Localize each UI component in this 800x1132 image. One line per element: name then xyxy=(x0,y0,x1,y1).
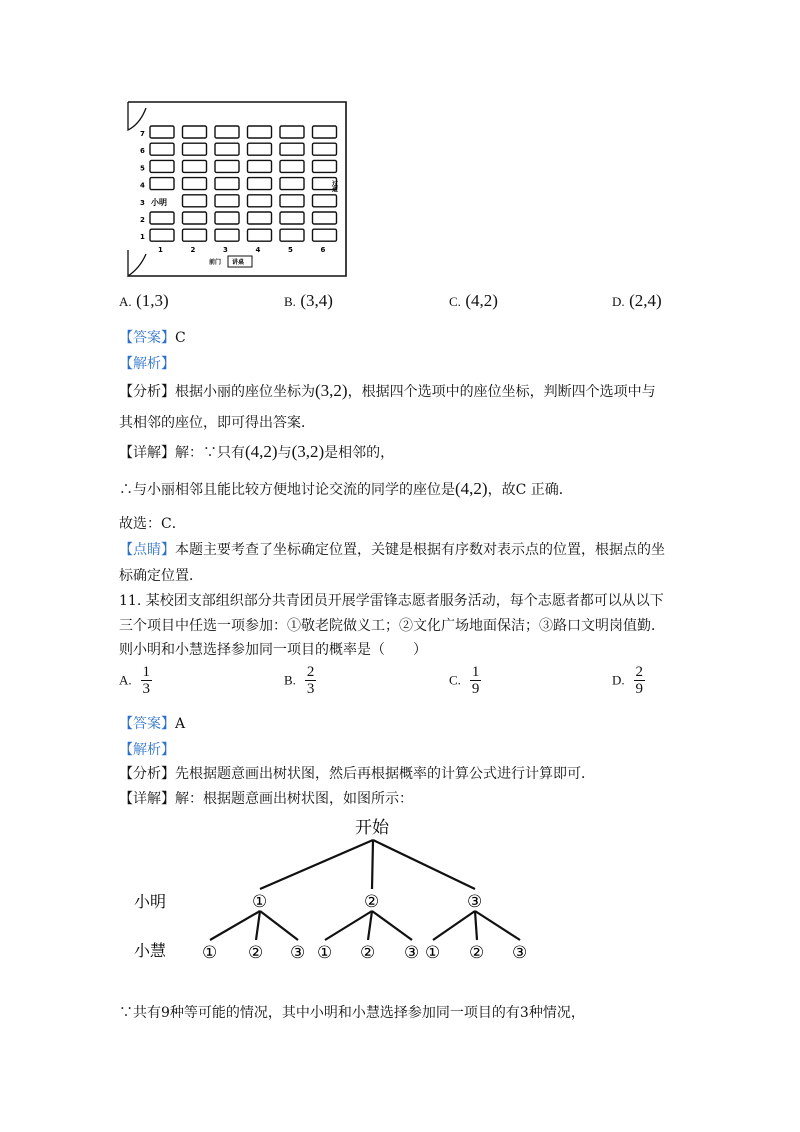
q10-answer: 【答案】C xyxy=(119,330,186,346)
seat-box xyxy=(280,212,304,224)
seat-box xyxy=(150,126,174,138)
q10-detail-line1: 【详解】解：∵只有(4,2)与(3,2)是相邻的， xyxy=(119,442,395,461)
col-labels xyxy=(158,246,326,254)
seat-box xyxy=(248,126,272,138)
row-label: 4 xyxy=(140,181,145,190)
tree-branch xyxy=(256,911,260,940)
col-label: 3 xyxy=(223,246,228,254)
seat-grid xyxy=(150,126,337,241)
seat-box xyxy=(183,212,207,224)
q10-jiexi: 【解析】 xyxy=(119,356,175,372)
seat-box xyxy=(215,160,239,172)
col-label: 1 xyxy=(158,246,163,254)
podium-label: 讲桌 xyxy=(232,259,245,266)
tree-node-xiaoming: ③ xyxy=(467,892,483,912)
seat-box xyxy=(313,229,337,241)
seat-box xyxy=(215,143,239,155)
q10-comment-line2: 标确定位置． xyxy=(119,568,203,584)
tree-node-xiaoming: ① xyxy=(252,892,268,912)
q11-stem-line3: 则小明和小慧选择参加同一项目的概率是（ ） xyxy=(119,642,427,658)
seat-box xyxy=(280,178,304,190)
tree-branch xyxy=(210,911,260,940)
seat-box xyxy=(313,143,337,155)
tree-node-xiaohui: ① xyxy=(425,943,441,963)
q11-stem-line2: 三个项目中任选一项参加：①敬老院做义工；②文化广场地面保洁；③路口文明岗值勤． xyxy=(119,618,665,634)
seat-box xyxy=(280,126,304,138)
seat-box xyxy=(150,143,174,155)
back-door-arc xyxy=(128,102,146,130)
seat-box xyxy=(248,229,272,241)
seat-box xyxy=(150,160,174,172)
seat-box xyxy=(313,195,337,207)
q11-stem-line1: 11. 某校团支部组织部分共青团员开展学雷锋志愿者服务活动，每个志愿者都可以从以下 xyxy=(119,593,664,609)
tree-branch xyxy=(475,911,477,940)
col-label: 2 xyxy=(190,246,196,254)
q11-conclusion: ∵共有9种等可能的情况，其中小明和小慧选择参加同一项目的有3种情况， xyxy=(119,1005,585,1021)
q10-option-b: B. (3,4) xyxy=(284,291,333,310)
seat-box xyxy=(280,195,304,207)
seat-box xyxy=(248,143,272,155)
tree-branch xyxy=(372,911,412,940)
q11-option-d: D. $\frac{2}{9}$ xyxy=(612,664,644,697)
seat-box xyxy=(150,229,174,241)
xiaoming-seat-label: 小明 xyxy=(151,197,167,207)
tree-node-xiaohui: ② xyxy=(248,943,264,963)
seat-box xyxy=(215,229,239,241)
seat-box xyxy=(313,126,337,138)
row-label: 2 xyxy=(140,216,145,224)
seat-box xyxy=(183,178,207,190)
tree-branches xyxy=(210,840,520,940)
tree-branch xyxy=(325,911,372,940)
seat-box xyxy=(280,229,304,241)
row-label: 6 xyxy=(140,147,145,156)
seat-box xyxy=(248,178,272,190)
row-labels xyxy=(140,130,145,241)
q10-choice: 故选：C． xyxy=(119,516,186,532)
row-label: 7 xyxy=(140,130,145,138)
tree-root: 开始 xyxy=(355,818,389,838)
seat-box xyxy=(150,212,174,224)
row-label: 5 xyxy=(140,164,145,173)
row-label: 3 xyxy=(140,198,145,207)
tree-node-xiaohui: ② xyxy=(469,943,485,963)
row-label: 1 xyxy=(140,233,145,242)
seat-box xyxy=(280,160,304,172)
tree-nodes xyxy=(202,892,527,963)
q11-detail: 【详解】解：根据题意画出树状图，如图所示： xyxy=(119,791,413,807)
seat-box xyxy=(248,195,272,207)
tree-node-xiaohui: ③ xyxy=(512,943,528,963)
q10-analysis-line2: 其相邻的座位，即可得出答案． xyxy=(119,415,315,431)
seat-box xyxy=(183,126,207,138)
seat-box xyxy=(183,143,207,155)
q11-option-c: C. $\frac{1}{9}$ xyxy=(449,664,480,697)
seat-box xyxy=(215,212,239,224)
q11-option-a: A. $\frac{1}{3}$ xyxy=(119,664,151,697)
front-door-arc xyxy=(128,250,146,276)
tree-svg xyxy=(120,812,560,972)
tree-node-xiaoming: ② xyxy=(364,892,380,912)
tree-branch xyxy=(260,911,298,940)
q11-analysis: 【分析】先根据题意画出树状图，然后再根据概率的计算公式进行计算即可． xyxy=(119,766,595,782)
tree-level2-label: 小慧 xyxy=(134,941,167,960)
seat-box xyxy=(215,195,239,207)
seat-chart-svg xyxy=(126,100,348,278)
seat-box xyxy=(280,143,304,155)
seat-box xyxy=(183,160,207,172)
tree-node-xiaohui: ① xyxy=(317,943,333,963)
tree-diagram xyxy=(120,812,560,972)
door-front-label: 前门 xyxy=(209,259,222,266)
tree-branch xyxy=(368,911,372,940)
seat-box xyxy=(183,195,207,207)
seat-box xyxy=(150,178,174,190)
col-label: 6 xyxy=(320,246,326,254)
tree-branch xyxy=(433,911,475,940)
q11-jiexi: 【解析】 xyxy=(119,742,175,758)
q10-option-c: C. (4,2) xyxy=(449,291,498,310)
tree-branch xyxy=(260,840,373,889)
tree-level1-label: 小明 xyxy=(134,892,167,911)
tree-branch xyxy=(372,840,373,889)
col-label: 4 xyxy=(255,246,261,254)
tree-branch xyxy=(373,840,475,889)
q11-option-b: B. $\frac{2}{3}$ xyxy=(284,664,315,697)
seat-box xyxy=(313,212,337,224)
tree-branch xyxy=(475,911,520,940)
q11-answer: 【答案】A xyxy=(119,716,186,732)
seat-box xyxy=(215,126,239,138)
seat-chart-figure xyxy=(126,100,348,278)
q10-comment-line1: 【点睛】本题主要考查了坐标确定位置，关键是根据有序数对表示点的位置，根据点的坐 xyxy=(119,542,665,558)
col-label: 5 xyxy=(288,246,293,254)
q10-therefore-line: ∴与小丽相邻且能比较方便地讨论交流的同学的座位是(4,2)，故C 正确． xyxy=(119,479,573,498)
seat-box xyxy=(313,160,337,172)
tree-node-xiaohui: ③ xyxy=(290,943,306,963)
q10-option-d: D. (2,4) xyxy=(612,291,662,310)
aisle-label: 过道 xyxy=(330,180,338,192)
seat-box xyxy=(248,212,272,224)
seat-box xyxy=(183,229,207,241)
seat-box xyxy=(215,178,239,190)
q10-option-a: A. (1,3) xyxy=(119,291,169,310)
q10-analysis-line1: 【分析】根据小丽的座位坐标为(3,2)，根据四个选项中的座位坐标，判断四个选项中与 xyxy=(119,381,656,400)
tree-node-xiaohui: ③ xyxy=(404,943,420,963)
seat-box xyxy=(248,160,272,172)
tree-node-xiaohui: ② xyxy=(360,943,376,963)
tree-node-xiaohui: ① xyxy=(202,943,218,963)
